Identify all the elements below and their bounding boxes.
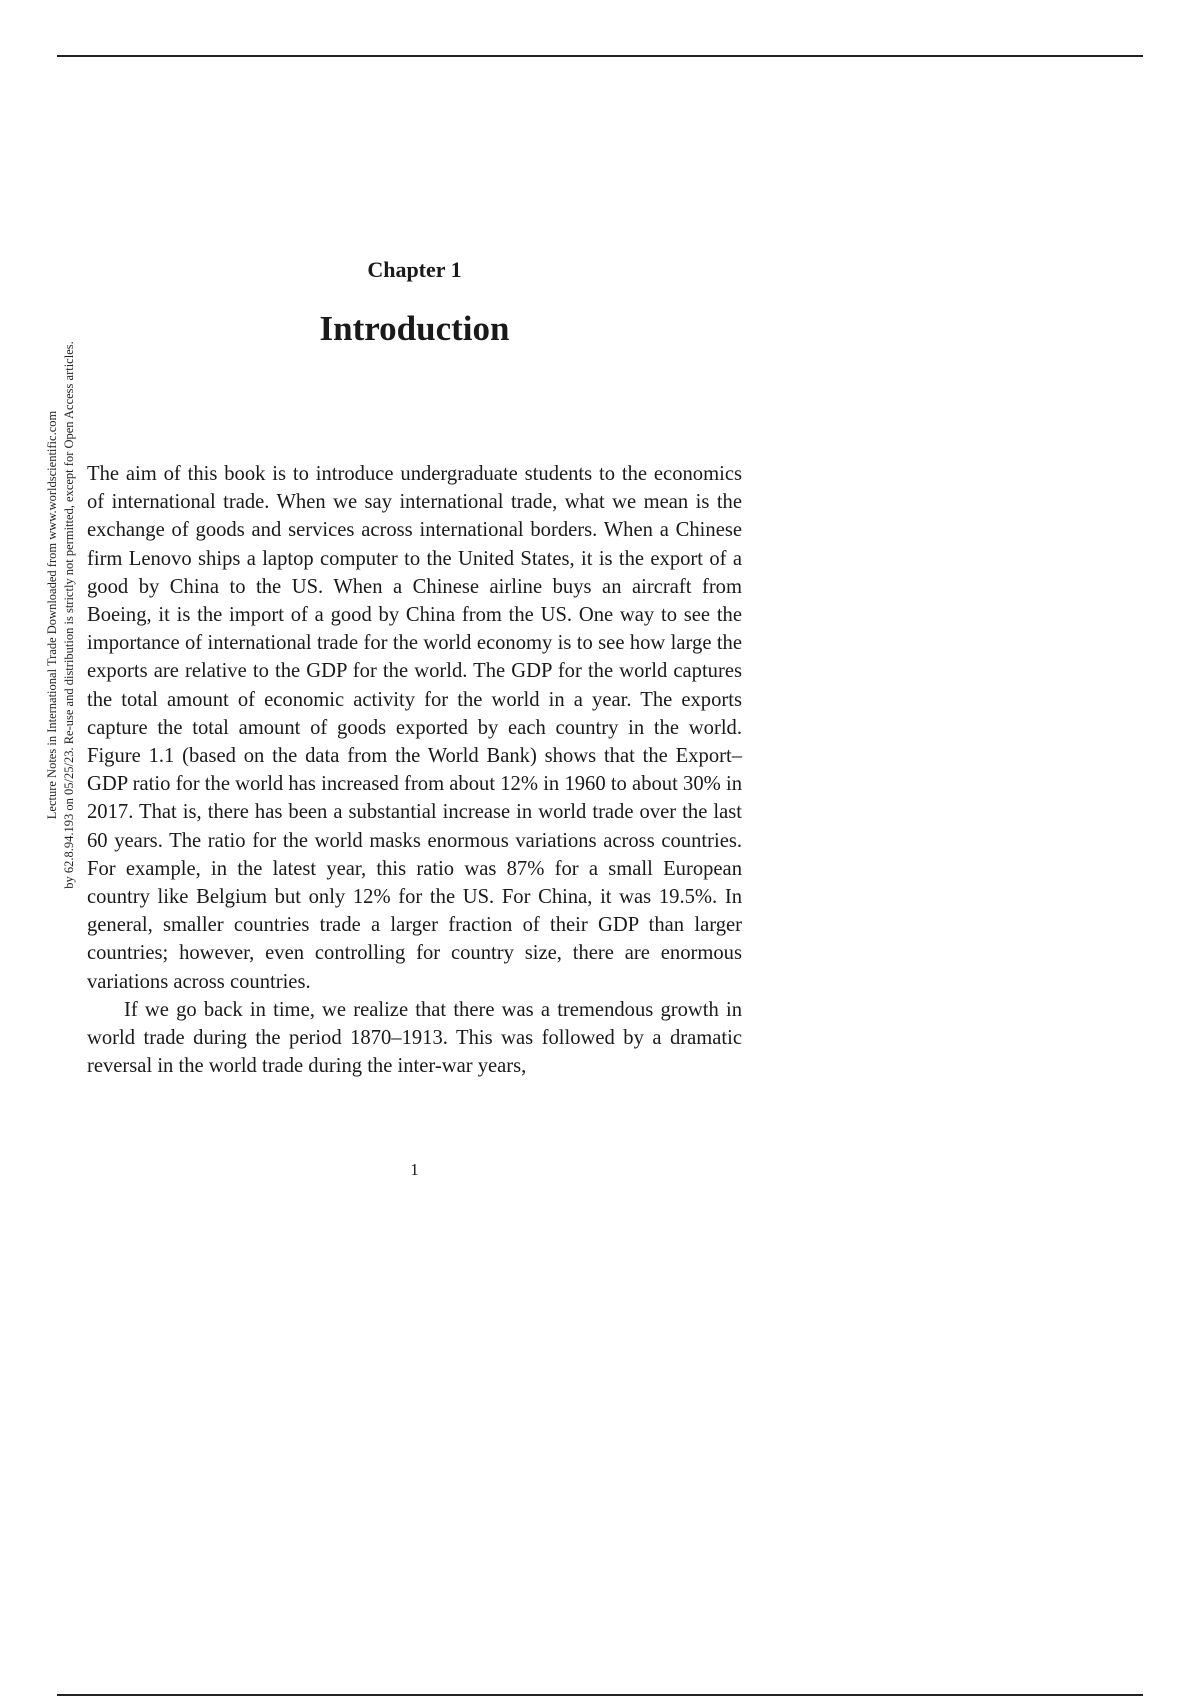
chapter-title: Introduction xyxy=(319,309,510,348)
chapter-label: Chapter 1 xyxy=(367,257,462,282)
body-text xyxy=(87,460,742,1080)
page-number: 1 xyxy=(410,1160,419,1179)
paragraph-1: The aim of this book is to introduce undergraduate students to the economics of international trade. When we say international trade, what we mean is the exchange of goods and services across international borders. When a Chinese firm Lenovo ships a laptop computer to the United States, it is the export of a good by China to the US. When a Chinese airline buys an aircraft from Boeing, it is the import of a good by China from the US. One way to see the importance of international trade for the world economy is to see how large the exports are relative to the GDP for the world. The GDP for the world captures the total amount of economic activity for the world in a year. The exports capture the total amount of goods exported by each country in the world. Figure 1.1 (based on the data from the World Bank) shows that the Export–GDP ratio for the world has increased from about 12% in 1960 to about 30% in 2017. That is, there has been a substantial increase in world trade over the last 60 years. The ratio for the world masks enormous variations across countries. For example, in the latest year, this ratio was 87% for a small European country like Belgium but only 12% for the US. For China, it was 19.5%. In general, smaller countries trade a larger fraction of their GDP than larger countries; however, even controlling for country size, there are enormous variations across countries. xyxy=(87,463,742,993)
download-notice-line-1: Lecture Notes in International Trade Downloaded from www.worldscientific.com xyxy=(45,410,59,820)
paragraph-2: If we go back in time, we realize that there was a tremendous growth in world trade during the period 1870–1913. This was followed by a dramatic reversal in the world trade during the inter-war years, xyxy=(87,998,742,1078)
download-notice-line-2: by 62.8.94.193 on 05/25/23. Re-use and distribution is strictly not permitted, except for Open Access articles. xyxy=(62,341,76,889)
download-notice xyxy=(44,255,78,975)
top-rule xyxy=(57,55,1143,57)
bottom-rule xyxy=(57,1694,1143,1696)
